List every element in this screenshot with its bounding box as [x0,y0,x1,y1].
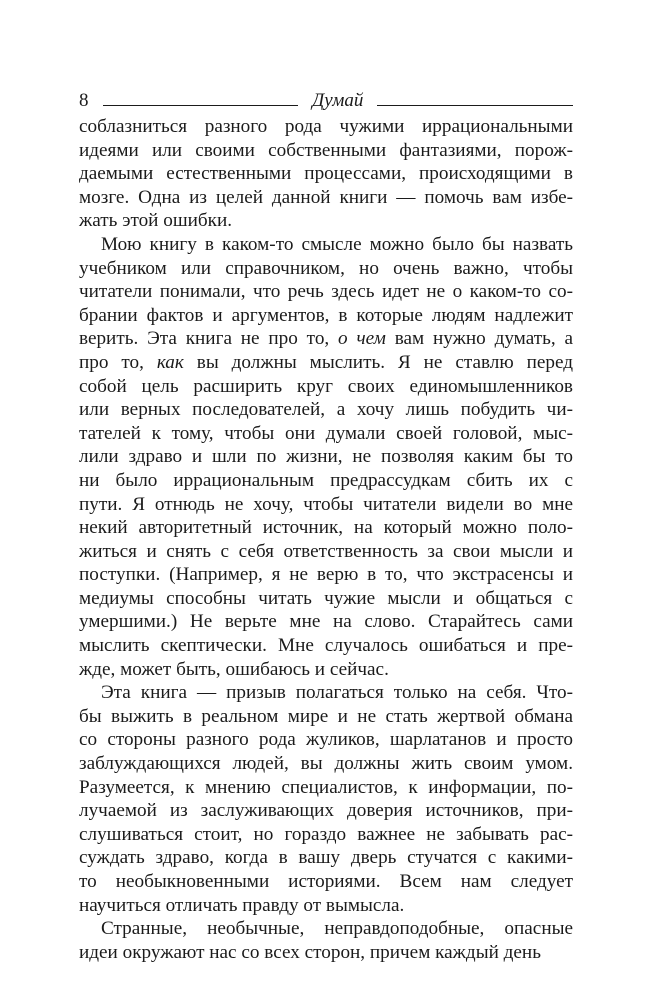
text-run: вам нужно думать, а [385,328,573,350]
text-run: суждать здраво, когда в вашу дверь стучатся с какими- [79,847,573,869]
text-run: тателей к тому, чтобы они думали своей головой, мыс- [79,422,573,444]
text-line [79,728,573,752]
text-line [79,587,573,611]
text-line [79,846,573,870]
text-line [79,705,573,729]
text-line [79,563,573,587]
text-line [79,469,573,493]
text-run: Мою книгу в каком-то смысле можно было бы назвать [101,233,573,255]
text-run: жде, может быть, ошибаюсь и сейчас. [79,658,389,680]
text-run: брании фактов и аргументов, в которые людям надлежит [79,304,573,326]
running-header [79,80,573,110]
text-run: научиться отличать правду от вымысла. [79,894,405,916]
text-run: слушиваться стоит, но гораздо важнее не забывать рас- [79,823,573,845]
text-run: некий авторитетный источник, на который можно поло- [79,517,573,539]
text-line [79,139,573,163]
text-run: учебником или справочником, но очень важно, чтобы [79,257,573,279]
text-run: Эта книга — призыв полагаться только на себя. Что- [101,682,573,704]
text-run: умершими.) Не верьте мне на слово. Старайтесь сами [79,611,573,633]
text-run: собой цель расширить круг своих единомышленников [79,375,573,397]
paragraph [79,233,573,681]
text-line [79,375,573,399]
text-line [79,257,573,281]
text-run: жать этой ошибки. [79,210,233,232]
text-line [79,681,573,705]
text-run: медиумы способны читать чужие мысли и общаться с [79,587,573,609]
text-run: то необыкновенными историями. Всем нам следует [79,871,573,892]
text-line [79,516,573,540]
text-run: мозге. Одна из целей данной книги — помочь вам избе- [79,186,573,208]
text-run: со стороны разного рода жуликов, шарлатанов и просто [79,729,573,751]
text-run: Разумеется, к мнению специалистов, к информации, по- [79,776,573,798]
text-line [79,233,573,257]
text-line [79,776,573,800]
text-run: Странные, необычные, неправдоподобные, опасные [101,918,573,940]
text-line [79,162,573,186]
header-rule-left [103,105,299,106]
text-line [79,398,573,422]
text-line [79,634,573,658]
text-run: лили здраво и шли по жизни, не позволяя каким бы то [79,446,573,468]
text-run: верить. Эта книга не про то, [79,328,339,350]
running-title: Думай [312,90,364,111]
text-line [79,280,573,304]
text-run: или верных последователей, а хочу лишь побудить чи- [79,399,573,421]
text-run: бы выжить в реальном мире и не стать жертвой обмана [79,705,573,727]
text-run: читатели понимали, что речь здесь идет не о каком-то со- [79,281,573,303]
text-run: вы должны мыслить. Я не ставлю перед [183,351,573,373]
text-line [79,351,573,375]
italic-phrase: как [156,351,184,373]
text-run: заблуждающихся людей, вы должны жить своим умом. [79,753,573,775]
text-line [79,870,573,894]
text-line [79,917,573,941]
text-run: мыслить скептически. Мне случалось ошибаться и пре- [79,635,573,657]
text-run: ни было иррациональным предрассудкам сбить их с [79,469,573,491]
text-line [79,894,573,918]
paragraph [79,115,573,233]
paragraph [79,681,573,917]
header-rule-right [377,105,573,106]
italic-phrase: о чем [338,328,386,350]
text-line [79,115,573,139]
text-run: поступки. (Например, я не верю в то, что экстрасенсы и [79,564,573,586]
text-run: житься и снять с себя ответственность за свои мысли и [79,540,573,562]
text-run: лучаемой из заслуживающих доверия источников, при- [79,800,573,822]
text-line [79,493,573,517]
paragraph [79,917,573,964]
page-number: 8 [79,90,89,111]
text-line [79,658,573,682]
text-run: даемыми естественными процессами, происходящими в [79,163,573,185]
text-run: пути. Я отнюдь не хочу, чтобы читатели видели во мне [79,493,573,515]
text-line [79,823,573,847]
text-line [79,327,573,351]
text-run: идеи окружают нас со всех сторон, причем каждый день [79,941,541,963]
text-line [79,752,573,776]
text-line [79,540,573,564]
text-run: идеями или своими собственными фантазиями, порож- [79,139,573,161]
text-line [79,186,573,210]
text-run: соблазниться разного рода чужими иррациональными [79,116,573,137]
text-line [79,610,573,634]
text-line [79,209,573,233]
text-run: про то, [79,351,157,373]
text-line [79,445,573,469]
text-line [79,304,573,328]
text-line [79,799,573,823]
body-text [79,115,573,964]
text-line [79,422,573,446]
text-line [79,941,573,965]
